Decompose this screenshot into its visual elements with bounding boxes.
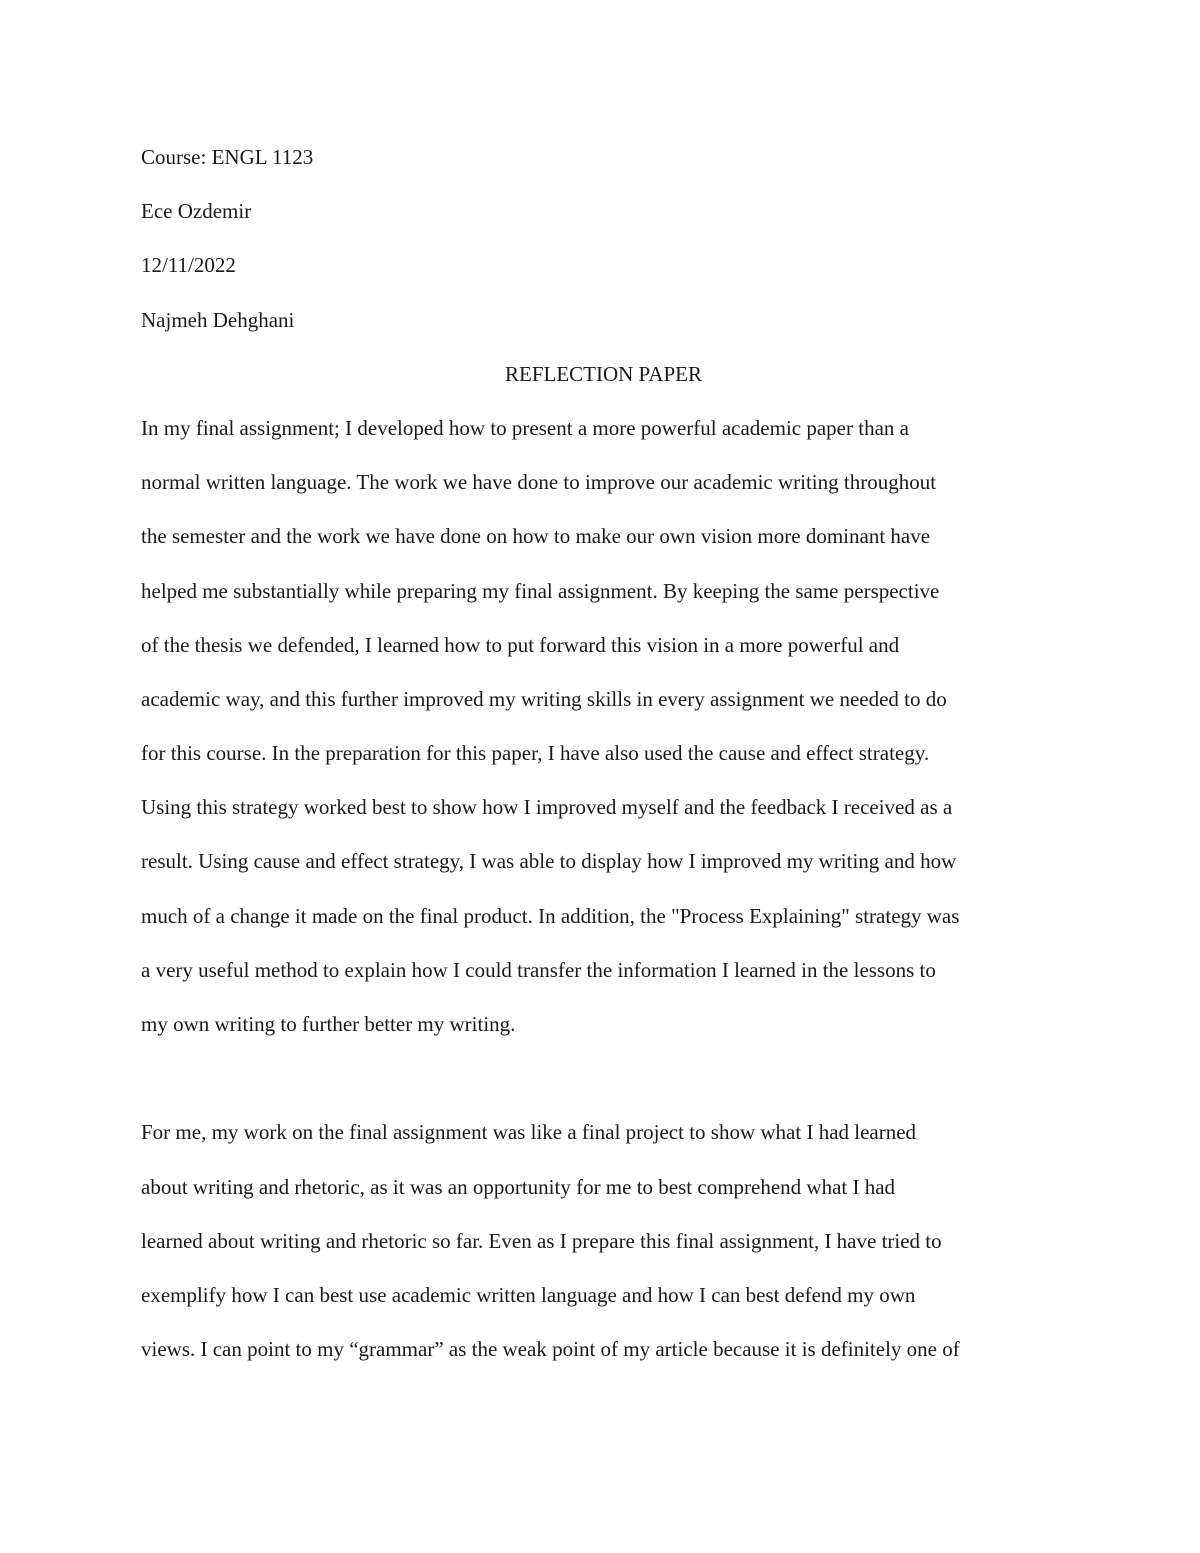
paragraph-line: views. I can point to my “grammar” as the weak point of my article because it is definitely one of [141, 1337, 960, 1362]
paragraph-line: my own writing to further better my writing. [141, 1012, 516, 1036]
paragraph-line: for this course. In the preparation for this paper, I have also used the cause and effect strategy. [141, 741, 930, 766]
author-line: Ece Ozdemir [141, 199, 252, 224]
instructor-line: Najmeh Dehghani [141, 307, 295, 332]
paragraph-line: about writing and rhetoric, as it was an opportunity for me to best comprehend what I had [141, 1174, 896, 1199]
paragraph-line: much of a change it made on the final product. In addition, the "Process Explaining" strategy was [141, 903, 960, 928]
paragraph-line: helped me substantially while preparing my final assignment. By keeping the same perspective [141, 578, 940, 603]
paragraph-line: result. Using cause and effect strategy, I was able to display how I improved my writing and how [141, 849, 957, 874]
paragraph-line: a very useful method to explain how I could transfer the information I learned in the lessons to [141, 957, 936, 982]
paragraph-gap [141, 1061, 1066, 1115]
paragraph-line: of the thesis we defended, I learned how to put forward this vision in a more powerful and [141, 632, 900, 657]
paper-title: REFLECTION PAPER [504, 361, 702, 386]
date-line: 12/11/2022 [141, 253, 236, 278]
paragraph-line: the semester and the work we have done on how to make our own vision more dominant have [141, 524, 931, 549]
paragraph-2 [141, 1115, 1066, 1386]
paragraph-line: normal written language. The work we have done to improve our academic writing throughout [141, 470, 937, 495]
paragraph-line: In my final assignment; I developed how to present a more powerful academic paper than a [141, 415, 909, 440]
document-text [141, 140, 1066, 1386]
paragraph-line: learned about writing and rhetoric so far. Even as I prepare this final assignment, I have tried to [141, 1228, 942, 1253]
paragraph-line: exemplify how I can best use academic written language and how I can best defend my own [141, 1282, 916, 1307]
paragraph-line: For me, my work on the final assignment was like a final project to show what I had learned [141, 1120, 917, 1145]
paragraph-line: academic way, and this further improved my writing skills in every assignment we needed to do [141, 686, 947, 711]
paragraph-line: Using this strategy worked best to show how I improved myself and the feedback I received as a [141, 795, 953, 820]
course-line: Course: ENGL 1123 [141, 145, 314, 169]
paragraph-1 [141, 411, 1066, 1061]
